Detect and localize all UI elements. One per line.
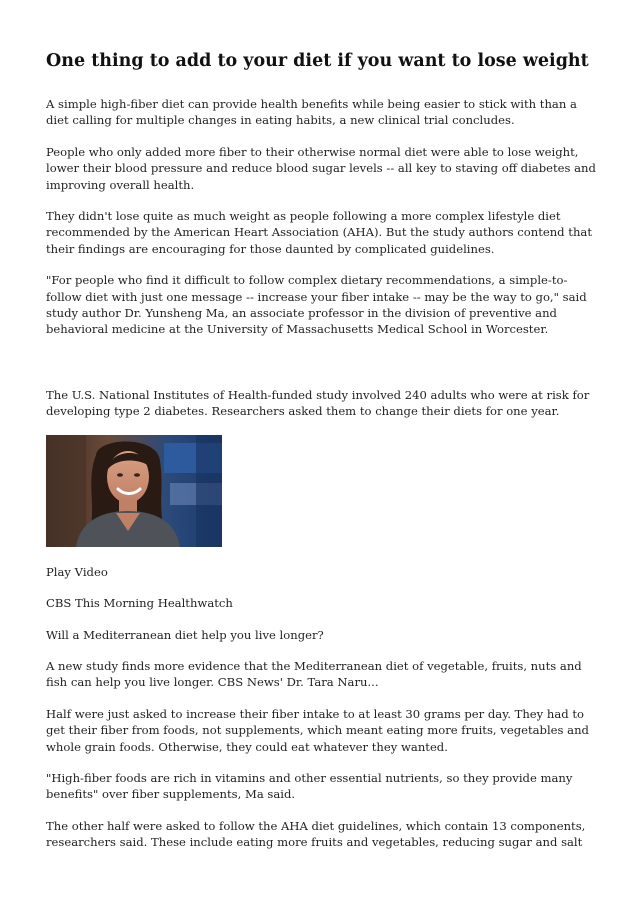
news-anchor-photo — [46, 435, 222, 547]
paragraph: The other half were asked to follow the AHA diet guidelines, which contain 13 components, researchers said. These include eating more fruits and vegetables, reducing sugar and salt — [46, 818, 586, 850]
paragraph: People who only added more fiber to their otherwise normal diet were able to lose weight, lower their blood pressure and reduce blood sugar levels -- all key to staving off diabetes and improving overall health. — [46, 144, 596, 192]
article-title: One thing to add to your diet if you want to lose weight — [46, 51, 589, 71]
blank-space — [46, 353, 596, 387]
video-play-link[interactable]: Play Video — [46, 564, 108, 579]
paragraph: They didn't lose quite as much weight as people following a more complex lifestyle diet recommended by the American Heart Association (AHA). But the study authors contend that their findings are encouraging for those daunted by complicated guidelines. — [46, 209, 592, 256]
video-show-name: CBS This Morning Healthwatch — [46, 596, 233, 611]
video-headline[interactable]: Will a Mediterranean diet help you live longer? — [46, 627, 324, 642]
paragraph: Half were just asked to increase their fiber intake to at least 30 grams per day. They had to get their fiber from foods, not supplements, which meant eating more fruits, vegetables and whole grain foods. Otherwise, they could eat whatever they wanted. — [46, 706, 589, 754]
paragraph: A simple high-fiber diet can provide health benefits while being easier to stick with than a diet calling for multiple changes in eating habits, a new clinical trial concludes. — [46, 97, 577, 128]
article — [46, 48, 596, 866]
paragraph: "High-fiber foods are rich in vitamins and other essential nutrients, so they provide many benefits" over fiber supplements, Ma said. — [46, 770, 573, 802]
paragraph: The U.S. National Institutes of Health-funded study involved 240 adults who were at risk for developing type 2 diabetes. Researchers asked them to change their diets for one year. — [46, 387, 590, 419]
paragraph: "For people who find it difficult to follow complex dietary recommendations, a simple-to-follow diet with just one message -- increase your fiber intake -- may be the way to go," said study author Dr. Yunsheng Ma, an associate professor in the division of preventive and behavioral medicine at the University of Massachusetts Medical School in Worcester. — [46, 273, 587, 337]
video-thumbnail[interactable] — [46, 435, 222, 547]
video-summary: A new study finds more evidence that the Mediterranean diet of vegetable, fruits, nuts and fish can help you live longer. CBS News' Dr. Tara Naru... — [46, 658, 582, 690]
